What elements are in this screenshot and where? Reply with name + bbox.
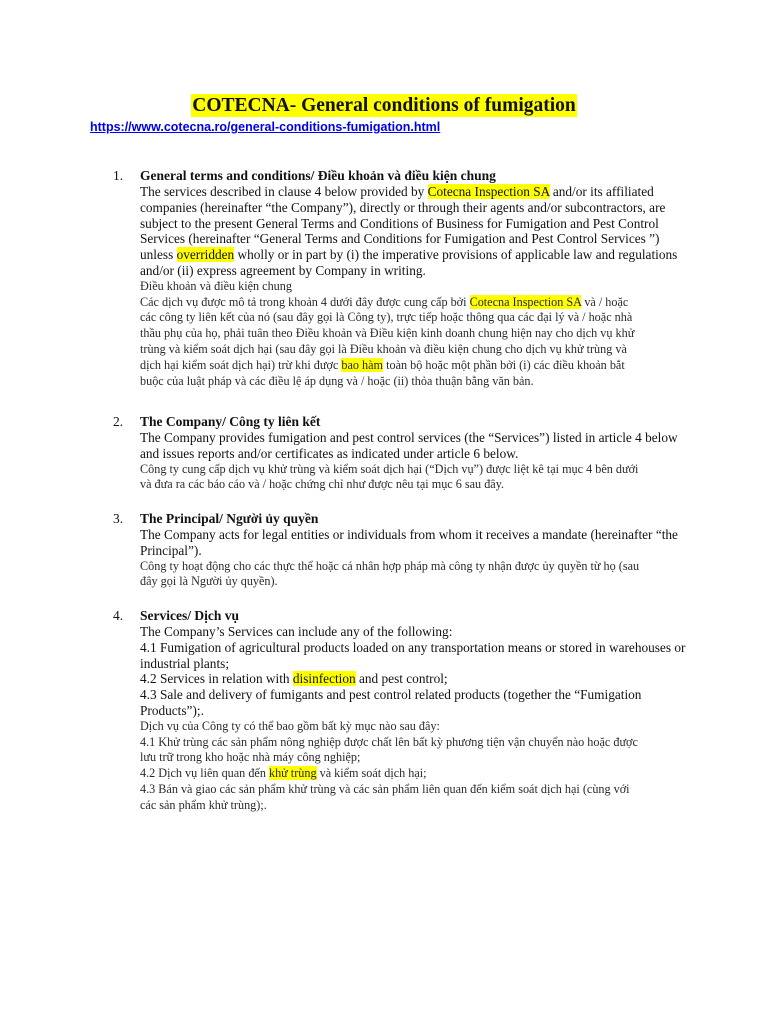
text-run: The Company’s Services can include any of the following:	[140, 624, 453, 639]
text-run: subject to the present General Terms and Conditions of Business for Fumigation and Pest Control	[140, 215, 659, 231]
text-line	[140, 624, 720, 640]
section-number: 3.	[113, 511, 124, 526]
text-line	[140, 687, 720, 703]
text-run: Công ty cung cấp dịch vụ khử trùng và kiểm soát dịch hại (“Dịch vụ”) được liệt kê tại mục 4 bên dưới	[140, 461, 639, 476]
text-run: Services (hereinafter “General Terms and Conditions for Fumigation and Pest Control Services ”)	[140, 231, 660, 247]
section-heading: The Principal/ Người ủy quyền	[140, 511, 319, 526]
text-line	[140, 200, 720, 216]
text-line	[140, 263, 720, 279]
text-run: unless	[140, 247, 177, 263]
text-run: 4.1 Khử trùng các sản phẩm nông nghiệp được chất lên bất kỳ phương tiện vận chuyển nào hoặc được	[140, 734, 638, 749]
text-run: and issues reports and/or certificates as indicated under article 6 below.	[140, 445, 519, 461]
text-run: dịch hại kiểm soát dịch hại) trừ khi được	[140, 357, 342, 372]
text-run: industrial plants;	[140, 655, 230, 671]
text-line	[140, 798, 720, 814]
text-run: Công ty hoạt động cho các thực thể hoặc cá nhân hợp pháp mà công ty nhận được ủy quyền từ họ (sau	[140, 558, 640, 573]
text-line	[140, 446, 720, 462]
text-run: Các dịch vụ được mô tả trong khoản 4 dưới đây được cung cấp bởi	[140, 294, 470, 309]
text-line	[140, 719, 720, 735]
text-line	[140, 559, 720, 575]
section-text	[140, 430, 720, 493]
text-run: buộc của luật pháp và các điều lệ áp dụng và / hoặc (ii) thỏa thuận bằng văn bản.	[140, 373, 534, 388]
text-line	[140, 326, 720, 342]
section-heading: The Company/ Công ty liên kết	[140, 414, 321, 429]
section-text	[140, 184, 720, 389]
text-line	[140, 671, 720, 687]
text-run: lưu trữ trong kho hoặc nhà máy công nghiệp;	[140, 750, 361, 765]
highlighted-text: overridden	[176, 247, 235, 263]
text-run: 4.2 Services in relation with	[140, 671, 293, 687]
section-text	[140, 527, 720, 590]
text-run: The Company acts for legal entities or individuals from whom it receives a mandate (hereinafter “the	[140, 527, 678, 542]
text-line	[140, 216, 720, 232]
text-run: Principal”).	[140, 542, 202, 558]
text-line	[140, 295, 720, 311]
text-line	[140, 358, 720, 374]
highlighted-text: Cotecna Inspection SA	[469, 294, 582, 309]
text-line	[140, 231, 720, 247]
highlighted-text: bao hàm	[341, 357, 384, 372]
text-line	[140, 574, 720, 590]
text-run: 4.1 Fumigation of agricultural products loaded on any transportation means or stored in warehouses or	[140, 639, 686, 655]
text-run: và kiểm soát dịch hại;	[316, 766, 427, 781]
text-line	[140, 543, 720, 559]
text-run: Điều khoản và điều kiện chung	[140, 278, 292, 293]
text-line	[140, 656, 720, 672]
section-body	[140, 414, 720, 493]
text-line	[140, 184, 720, 200]
section-body	[140, 608, 720, 814]
text-run: The Company provides fumigation and pest control services (the “Services”) listed in article 4 below	[140, 430, 678, 445]
section-body	[140, 168, 720, 389]
text-run: và / hoặc	[581, 294, 629, 309]
text-line	[140, 750, 720, 766]
section-heading: General terms and conditions/ Điều khoản và điều kiện chung	[140, 168, 496, 183]
text-line	[140, 527, 720, 543]
text-run: and/or its affiliated	[549, 184, 654, 199]
text-line	[140, 735, 720, 751]
text-run: các sản phẩm khử trùng);.	[140, 797, 267, 812]
text-run: Dịch vụ của Công ty có thể bao gồm bất kỳ mục nào sau đây:	[140, 718, 440, 733]
section-body	[140, 511, 720, 590]
text-line	[140, 640, 720, 656]
text-line	[140, 310, 720, 326]
text-run: 4.3 Bán và giao các sản phẩm khử trùng và các sản phẩm liên quan đến kiểm soát dịch hại (cùng với	[140, 781, 630, 796]
text-run: toàn bộ hoặc một phần bởi (i) các điều khoản bắt	[383, 357, 625, 372]
title-container	[0, 94, 768, 117]
section-text	[140, 624, 720, 814]
highlighted-text: Cotecna Inspection SA	[427, 184, 550, 199]
text-line	[140, 430, 720, 446]
text-line	[140, 374, 720, 390]
text-line	[140, 782, 720, 798]
text-line	[140, 279, 720, 295]
text-line	[140, 342, 720, 358]
document-title: COTECNA- General conditions of fumigation	[192, 95, 576, 116]
highlighted-text: khử trùng	[268, 766, 317, 781]
text-run: trùng và kiểm soát dịch hại (sau đây gọi là Điều khoản và điều kiện chung cho dịch vụ khử trùng và	[140, 341, 627, 356]
text-run: và đưa ra các báo cáo và / hoặc chứng chỉ như được nêu tại mục 6 sau đây.	[140, 477, 505, 492]
text-run: wholly or in part by (i) the imperative provisions of applicable law and regulations	[234, 247, 678, 263]
text-run: đây gọi là Người ủy quyền).	[140, 574, 278, 589]
text-run: companies (hereinafter “the Company”), directly or through their agents and/or subcontractors, are	[140, 199, 666, 215]
text-run: Products”);.	[140, 702, 204, 718]
section-number: 2.	[113, 414, 124, 429]
text-line	[140, 766, 720, 782]
text-run: The services described in clause 4 below provided by	[140, 184, 428, 199]
text-run: các công ty liên kết của nó (sau đây gọi là Công ty), trực tiếp hoặc thông qua các đại lý và / hoặc nhà	[140, 310, 633, 325]
text-line	[140, 462, 720, 478]
source-url-link[interactable]: https://www.cotecna.ro/general-conditions-fumigation.html	[90, 120, 441, 134]
text-run: and/or (ii) express agreement by Company in writing.	[140, 262, 426, 278]
text-line	[140, 703, 720, 719]
text-run: and pest control;	[355, 671, 448, 687]
section-number: 4.	[113, 608, 124, 623]
text-run: 4.3 Sale and delivery of fumigants and pest control related products (together the “Fumigation	[140, 687, 642, 703]
section-number: 1.	[113, 168, 124, 183]
text-run: 4.2 Dịch vụ liên quan đến	[140, 766, 269, 781]
text-run: thầu phụ của họ, phải tuân theo Điều khoản và Điều kiện kinh doanh chung hiện nay cho dịch vụ khử	[140, 326, 635, 341]
text-line	[140, 477, 720, 493]
text-line	[140, 247, 720, 263]
highlighted-text: disinfection	[292, 671, 356, 687]
section-heading: Services/ Dịch vụ	[140, 608, 239, 623]
